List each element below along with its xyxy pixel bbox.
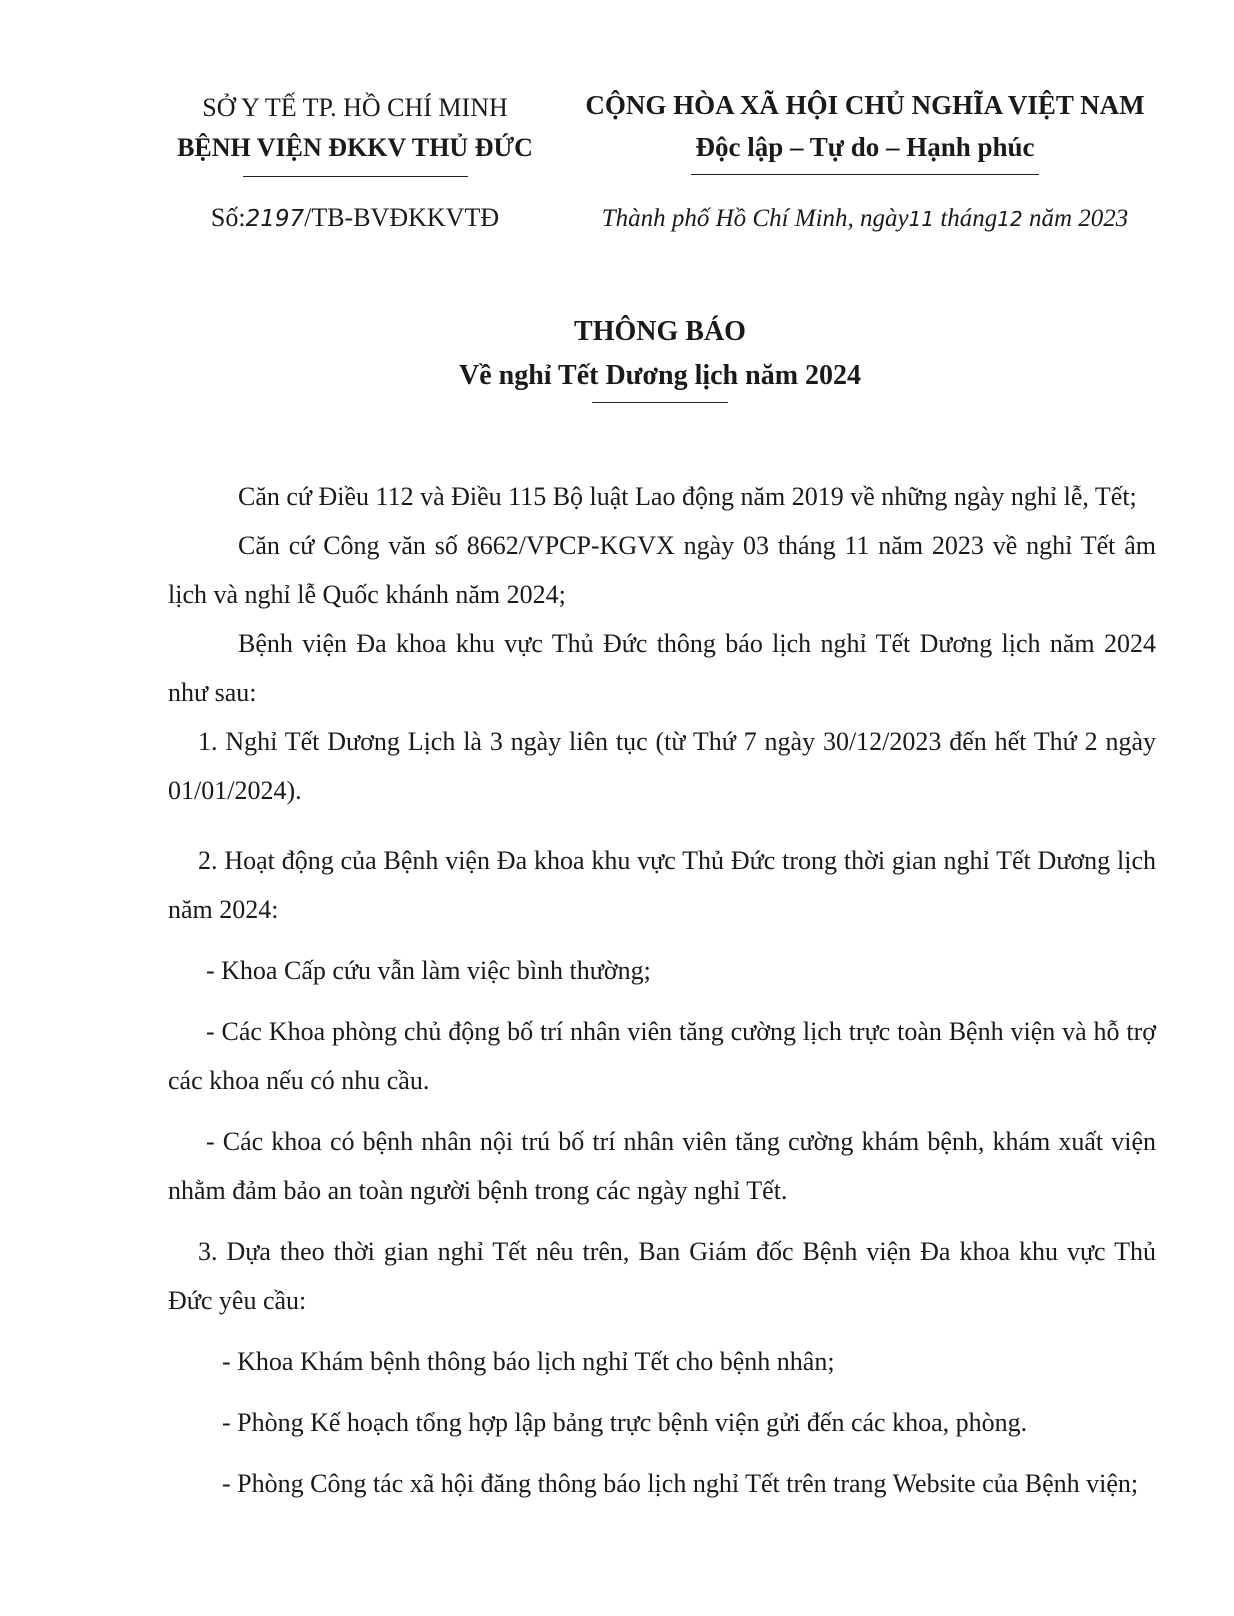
item-3-requirements: 3. Dựa theo thời gian nghỉ Tết nêu trên, Ban Giám đốc Bệnh viện Đa khoa khu vực Thủ Đức yêu cầu: — [168, 1237, 1156, 1315]
document-title — [150, 310, 1170, 403]
hospital-name: BỆNH VIỆN ĐKKV THỦ ĐỨC — [177, 133, 533, 162]
agency-underline — [243, 176, 468, 177]
place-date-part2: tháng — [934, 205, 998, 232]
title-underline — [592, 402, 728, 403]
document-number — [150, 203, 560, 233]
national-motto — [570, 84, 1160, 175]
title-main: THÔNG BÁO — [574, 316, 746, 347]
paragraph-legal-basis-1: Căn cứ Điều 112 và Điều 115 Bộ luật Lao động năm 2019 về những ngày nghỉ lễ, Tết; — [238, 482, 1137, 511]
item-3-bullet-planning: - Phòng Kế hoạch tổng hợp lập bảng trực bệnh viện gửi đến các khoa, phòng. — [222, 1408, 1028, 1437]
doc-number-handwritten: 2197 — [245, 206, 305, 232]
doc-number-prefix: Số: — [210, 203, 246, 232]
item-2-operations: 2. Hoạt động của Bệnh viện Đa khoa khu vực Thủ Đức trong thời gian nghỉ Tết Dương lịch năm 2024: — [168, 846, 1156, 924]
place-date-part3: năm 2023 — [1022, 205, 1129, 232]
doc-number-suffix: /TB-BVĐKKVTĐ — [304, 203, 500, 232]
country-name: CỘNG HÒA XÃ HỘI CHỦ NGHĨA VIỆT NAM — [585, 90, 1145, 120]
handwritten-day: 11 — [908, 207, 935, 231]
item-3-bullet-examination: - Khoa Khám bệnh thông báo lịch nghỉ Tết cho bệnh nhân; — [222, 1347, 835, 1376]
title-subject: Về nghỉ Tết Dương lịch năm 2024 — [458, 360, 862, 391]
body-content — [168, 472, 1156, 815]
item-2-bullet-emergency: - Khoa Cấp cứu vẫn làm việc bình thường; — [206, 956, 651, 985]
parent-agency: SỞ Y TẾ TP. HỒ CHÍ MINH — [202, 93, 508, 122]
place-date-part1: Thành phố Hồ Chí Minh, ngày — [601, 205, 909, 232]
paragraph-announcement: Bệnh viện Đa khoa khu vực Thủ Đức thông báo lịch nghỉ Tết Dương lịch năm 2024 như sau: — [168, 629, 1156, 707]
document-place-date — [570, 205, 1160, 233]
body-content-section-2 — [168, 836, 1156, 1508]
motto: Độc lập – Tự do – Hạnh phúc — [695, 132, 1035, 162]
motto-underline — [691, 174, 1039, 175]
item-3-bullet-social-work: - Phòng Công tác xã hội đăng thông báo lịch nghỉ Tết trên trang Website của Bệnh viện; — [222, 1469, 1139, 1498]
issuing-agency — [150, 88, 560, 177]
item-2-bullet-inpatient: - Các khoa có bệnh nhân nội trú bố trí nhân viên tăng cường khám bệnh, khám xuất viện nhằm đảm bảo an toàn người bệnh trong các ngày nghỉ Tết. — [168, 1127, 1156, 1205]
handwritten-month: 12 — [997, 207, 1023, 231]
item-2-bullet-departments: - Các Khoa phòng chủ động bố trí nhân viên tăng cường lịch trực toàn Bệnh viện và hỗ trợ các khoa nếu có nhu cầu. — [168, 1017, 1156, 1095]
paragraph-legal-basis-2: Căn cứ Công văn số 8662/VPCP-KGVX ngày 03 tháng 11 năm 2023 về nghỉ Tết âm lịch và nghỉ lễ Quốc khánh năm 2024; — [168, 531, 1156, 609]
item-1-holiday-schedule: 1. Nghỉ Tết Dương Lịch là 3 ngày liên tục (từ Thứ 7 ngày 30/12/2023 đến hết Thứ 2 ngày 01/01/2024). — [168, 727, 1156, 805]
